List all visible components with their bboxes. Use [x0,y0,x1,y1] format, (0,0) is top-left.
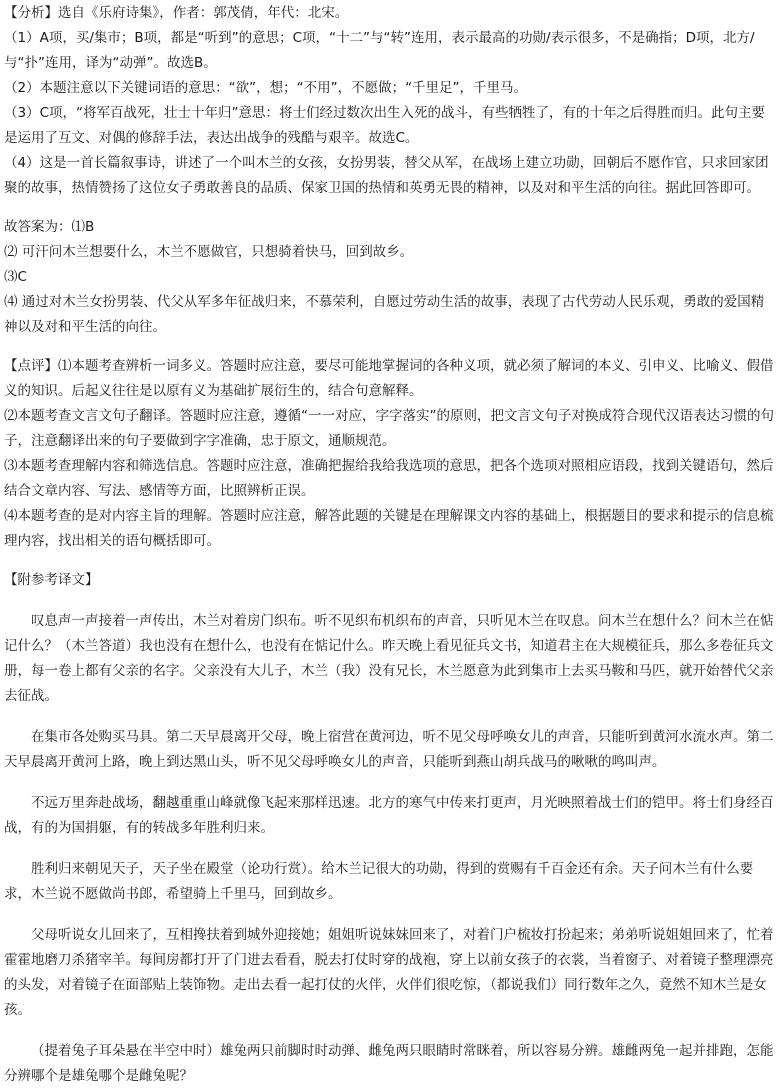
comment-item-2: ⑵本题考查文言文句子翻译。答题时应注意，遵循“一一对应，字字落实”的原则，把文言文句子对换成符合现代汉语表达习惯的句子，注意翻译出来的句子要做到字字准确，忠于原文，通顺规范。 [4,408,774,449]
translation-paragraph-3: 不远万里奔赴战场，翻越重重山峰就像飞起来那样迅速。北方的寒气中传来打更声，月光映照着战士们的铠甲。将士们身经百战，有的为国捐躯，有的转战多年胜利归来。 [4,795,774,836]
answer-item-2: ⑵ 可汗问木兰想要什么，木兰不愿做官，只想骑着快马，回到故乡。 [4,244,414,260]
comment-item-3: ⑶本题考查理解内容和筛选信息。答题时应注意，准确把握给我给我选项的意思，把各个选项对照相应语段，找到关键语句，然后结合文章内容、写法、感情等方面，比照辨析正误。 [4,458,774,499]
translation-paragraph-6: （提着兔子耳朵悬在半空中时）雄兔两只前脚时时动弹、雌兔两只眼睛时常眯着，所以容易分辨。雄雌两兔一起并排跑，怎能分辨哪个是雄兔哪个是雌兔呢？ [4,1043,774,1084]
comment-item-4: ⑷本题考查的是对内容主旨的理解。答题时应注意，解答此题的关键是在理解课文内容的基础上，根据题目的要求和提示的信息梳理内容，找出相关的语句概括即可。 [4,508,774,549]
analysis-item-3: （3）C项，“将军百战死，壮士十年归”意思：将士们经过数次出生入死的战斗，有些牺牲了，有的十年之后得胜而归。此句主要是运用了互文、对偶的修辞手法，表达出战争的残酷与艰辛。故选C。 [4,105,766,146]
translation-header: 【附参考译文】 [4,572,99,588]
answer-item-3: ⑶C [4,269,27,285]
comment-item-1: 【点评】⑴本题考查辨析一词多义。答题时应注意，要尽可能地掌握词的各种义项，就必须了解词的本义、引申义、比喻义、假借义的知识。后起义往往是以原有义为基础扩展衍生的，结合句意解释。 [4,358,774,399]
analysis-item-4: （4）这是一首长篇叙事诗，讲述了一个叫木兰的女孩，女扮男装，替父从军，在战场上建立功勋，回朝后不愿作官，只求回家团聚的故事，热情赞扬了这位女子勇敢善良的品质、保家卫国的热情和英勇无畏的精神，以及对和平生活的向往。据此回答即可。 [4,155,769,196]
comment-section [4,354,774,554]
analysis-item-2: （2）本题注意以下关键词语的意思：“欲”，想；“不用”，不愿做；“千里足”，千里马。 [4,80,528,96]
answer-item-1: 故答案为：⑴B [4,219,95,235]
translation-paragraph-4: 胜利归来朝见天子，天子坐在殿堂（论功行赏）。给木兰记很大的功勋，得到的赏赐有千百金还有余。天子问木兰有什么要求，木兰说不愿做尚书郎，希望骑上千里马，回到故乡。 [4,861,754,902]
translation-paragraph-5: 父母听说女儿回来了，互相搀扶着到城外迎接她；姐姐听说妹妹回来了，对着门户梳妆打扮起来；弟弟听说姐姐回来了，忙着霍霍地磨刀杀猪宰羊。每间房都打开了门进去看看，脱去打仗时穿的战袍，穿上以前女孩子的衣裳，当着窗子、对着镜子整理漂亮的头发，对着镜子在面部贴上装饰物。走出去看一起打仗的火伴，火伴们很吃惊，（都说我们）同行数年之久，竟然不知木兰是女孩。 [4,927,774,1018]
analysis-section [4,1,774,201]
analysis-item-1: （1）A项，买/集市；B项，都是“听到”的意思；C项，“十二”与“转”连用，表示最高的功勋/表示很多，不是确指；D项，北方/与“扑”连用，译为“动弹”。故选B。 [4,30,755,71]
translation-section [4,568,774,1089]
answer-section [4,215,774,340]
translation-paragraph-1: 叹息声一声接着一声传出，木兰对着房门织布。听不见织布机织布的声音，只听见木兰在叹息。问木兰在想什么？问木兰在惦记什么？（木兰答道）我也没有在想什么，也没有在惦记什么。昨天晚上看见征兵文书，知道君主在大规模征兵，那么多卷征兵文册，每一卷上都有父亲的名字。父亲没有大儿子，木兰（我）没有兄长，木兰愿意为此到集市上去买马鞍和马匹，就开始替代父亲去征战。 [4,613,774,704]
answer-item-4: ⑷ 通过对木兰女扮男装、代父从军多年征战归来，不慕荣利，自愿过劳动生活的故事，表现了古代劳动人民乐观，勇敢的爱国精神以及对和平生活的向往。 [4,294,765,335]
translation-paragraph-2: 在集市各处购买马具。第二天早晨离开父母，晚上宿营在黄河边，听不见父母呼唤女儿的声音，只能听到黄河水流水声。第二天早晨离开黄河上路，晚上到达黑山头，听不见父母呼唤女儿的声音，只能听到燕山胡兵战马的啾啾的鸣叫声。 [4,729,774,770]
analysis-header: 【分析】选自《乐府诗集》，作者：郭茂倩，年代：北宋。 [4,5,349,21]
